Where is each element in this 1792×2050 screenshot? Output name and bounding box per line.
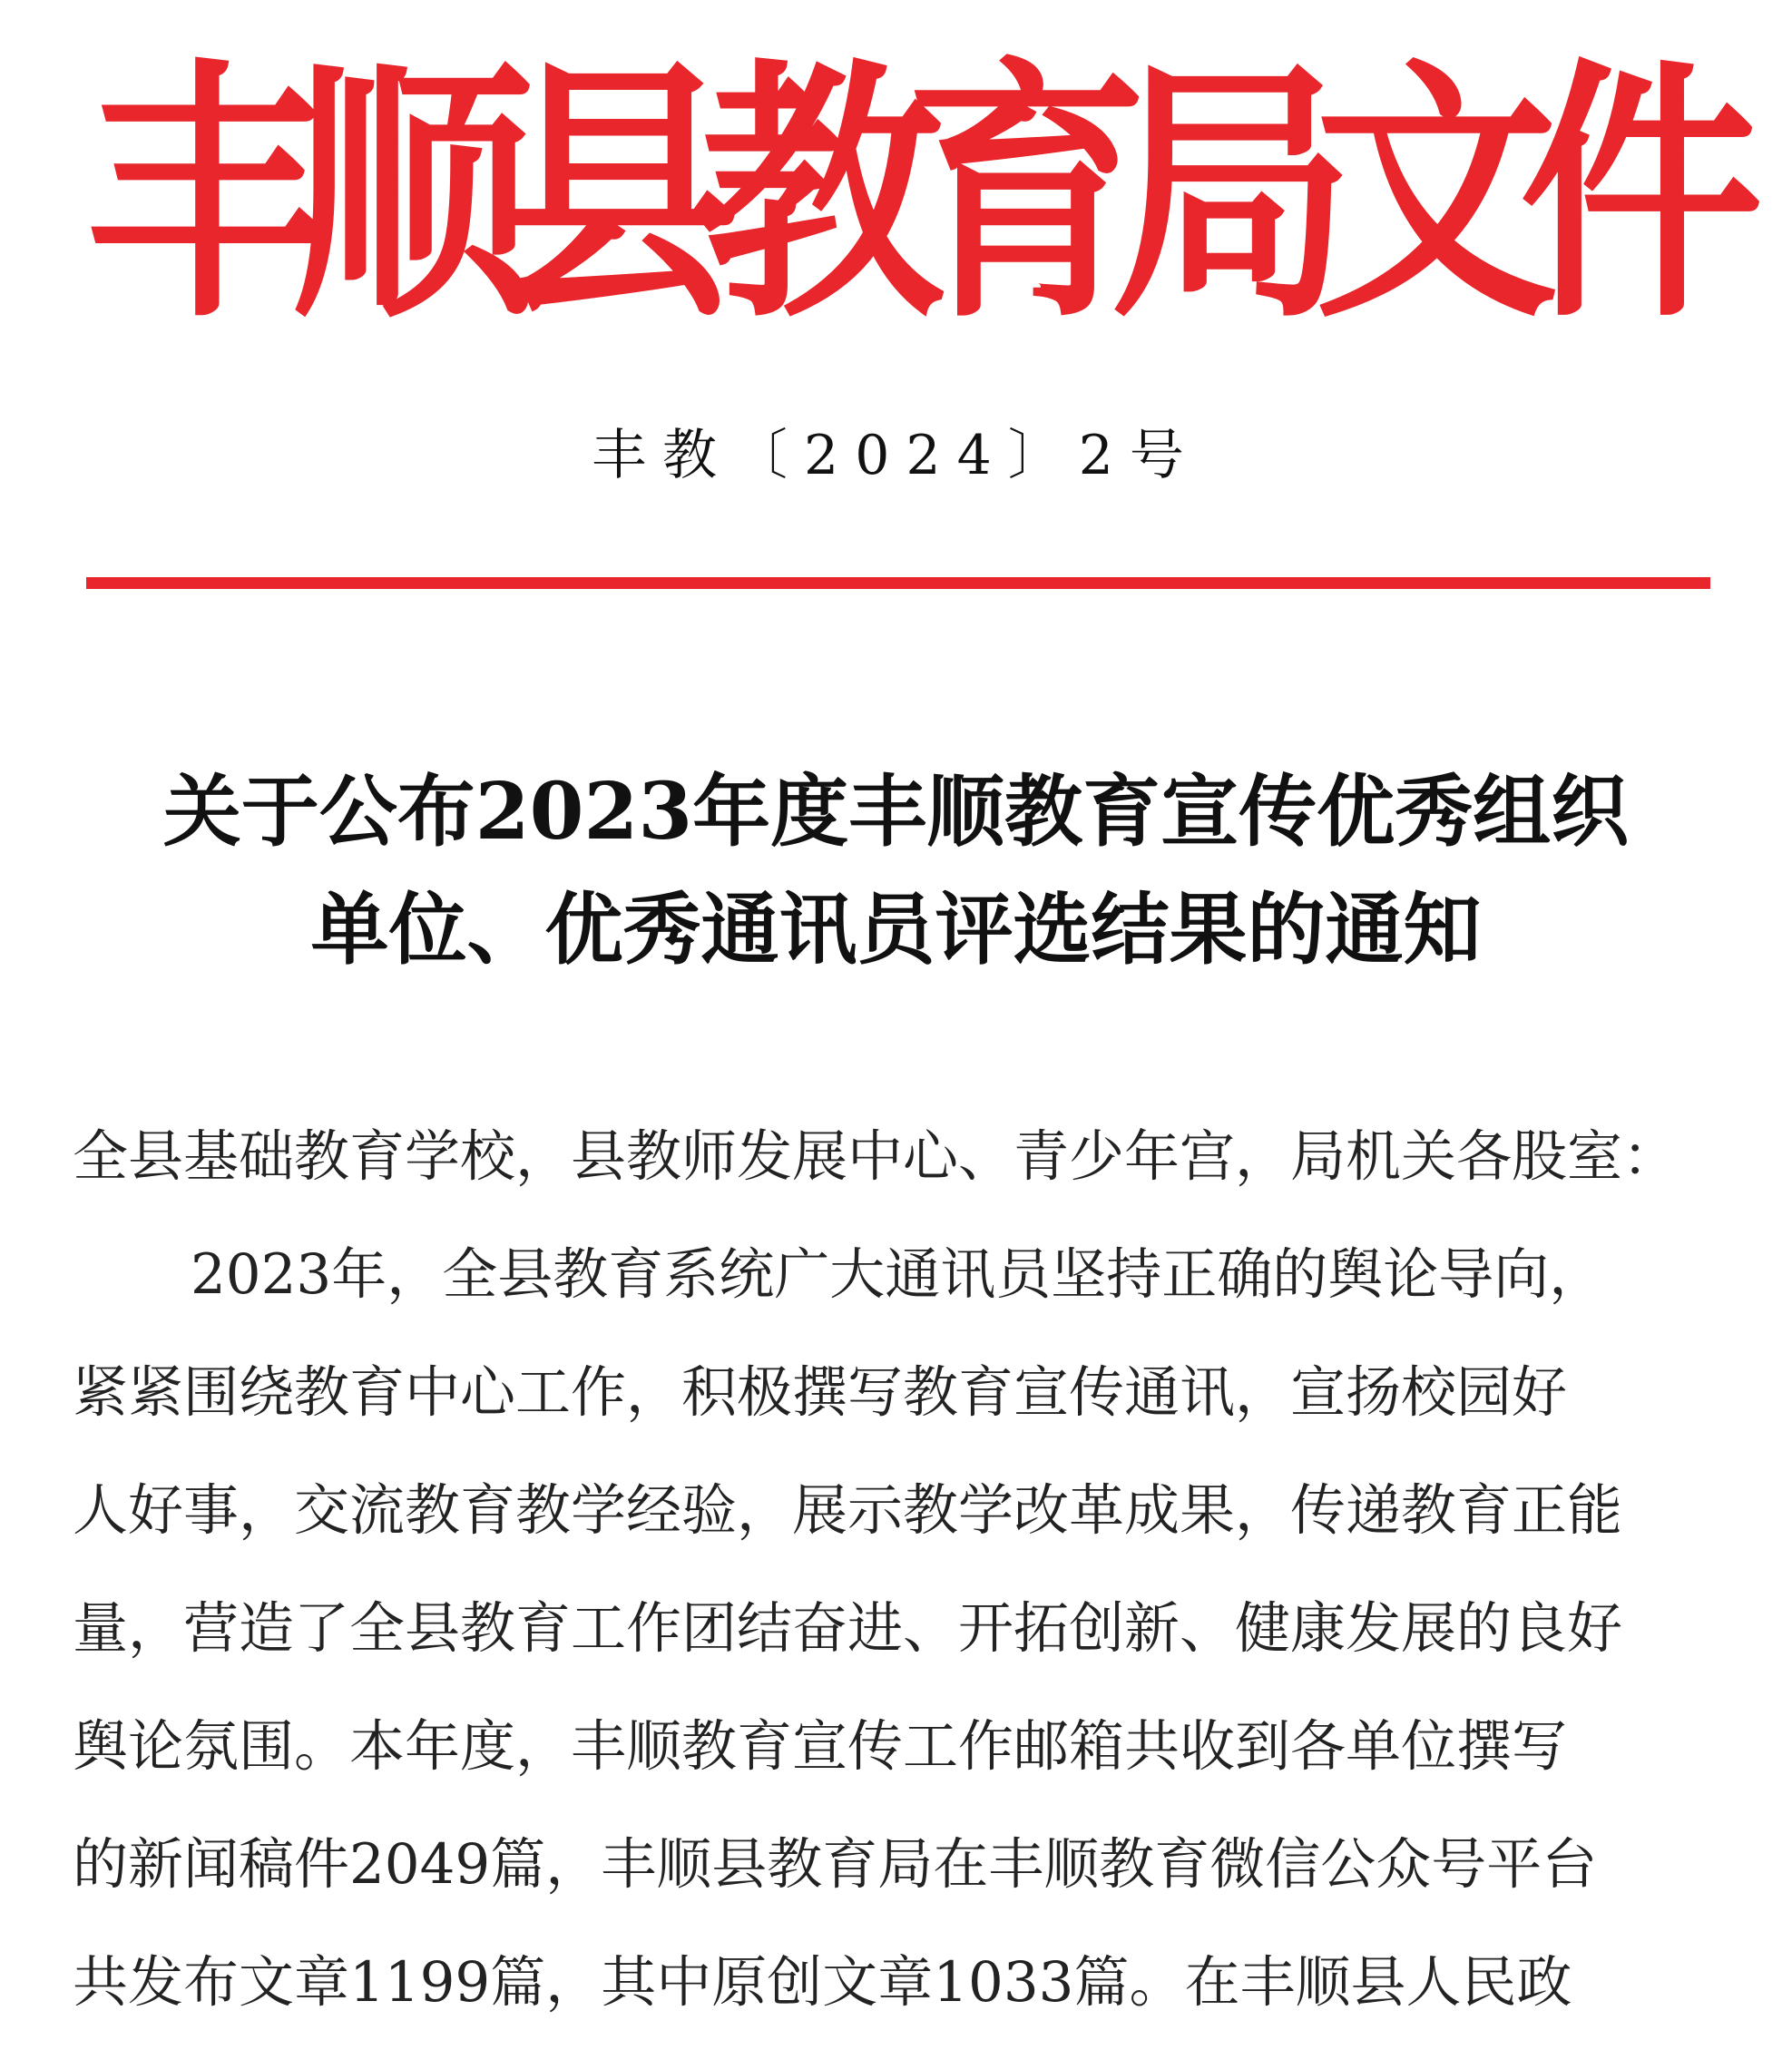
header-char: 件	[1519, 34, 1763, 355]
body-line: 量，营造了全县教育工作团结奋进、开拓创新、健康发展的良好	[73, 1596, 1623, 1661]
header-char: 教	[700, 34, 945, 355]
header-char: 文	[1315, 34, 1559, 355]
body-line: 紧紧围绕教育中心工作，积极撰写教育宣传通讯，宣扬校园好	[73, 1360, 1568, 1425]
addressee-line: 全县基础教育学校，县教师发展中心、青少年宫，局机关各股室：	[73, 1124, 1679, 1189]
header-char: 顺	[290, 34, 534, 355]
red-separator-line	[86, 577, 1710, 589]
header-char: 局	[1110, 34, 1354, 355]
body-line: 人好事，交流教育教学经验，展示教学改革成果，传递教育正能	[73, 1478, 1623, 1543]
body-line: 舆论氛围。本年度，丰顺教育宣传工作邮箱共收到各单位撰写	[73, 1714, 1568, 1779]
document-number: 丰教〔2024〕2号	[592, 424, 1200, 487]
title-line-2: 单位、优秀通讯员评选结果的通知	[310, 884, 1482, 976]
title-line-1: 关于公布2023年度丰顺教育宣传优秀组织	[162, 766, 1630, 858]
document-title	[91, 753, 1701, 989]
body-line: 的新闻稿件2049篇，丰顺县教育局在丰顺教育微信公众号平台	[73, 1832, 1598, 1897]
issuer-red-header	[86, 34, 1763, 355]
header-char: 丰	[86, 34, 329, 355]
body-line: 2023年，全县教育系统广大通讯员坚持正确的舆论导向，	[191, 1242, 1605, 1307]
header-char: 育	[905, 34, 1149, 355]
header-char: 县	[495, 34, 739, 355]
body-line: 共发布文章1199篇，其中原创文章1033篇。在丰顺县人民政	[73, 1950, 1572, 2015]
